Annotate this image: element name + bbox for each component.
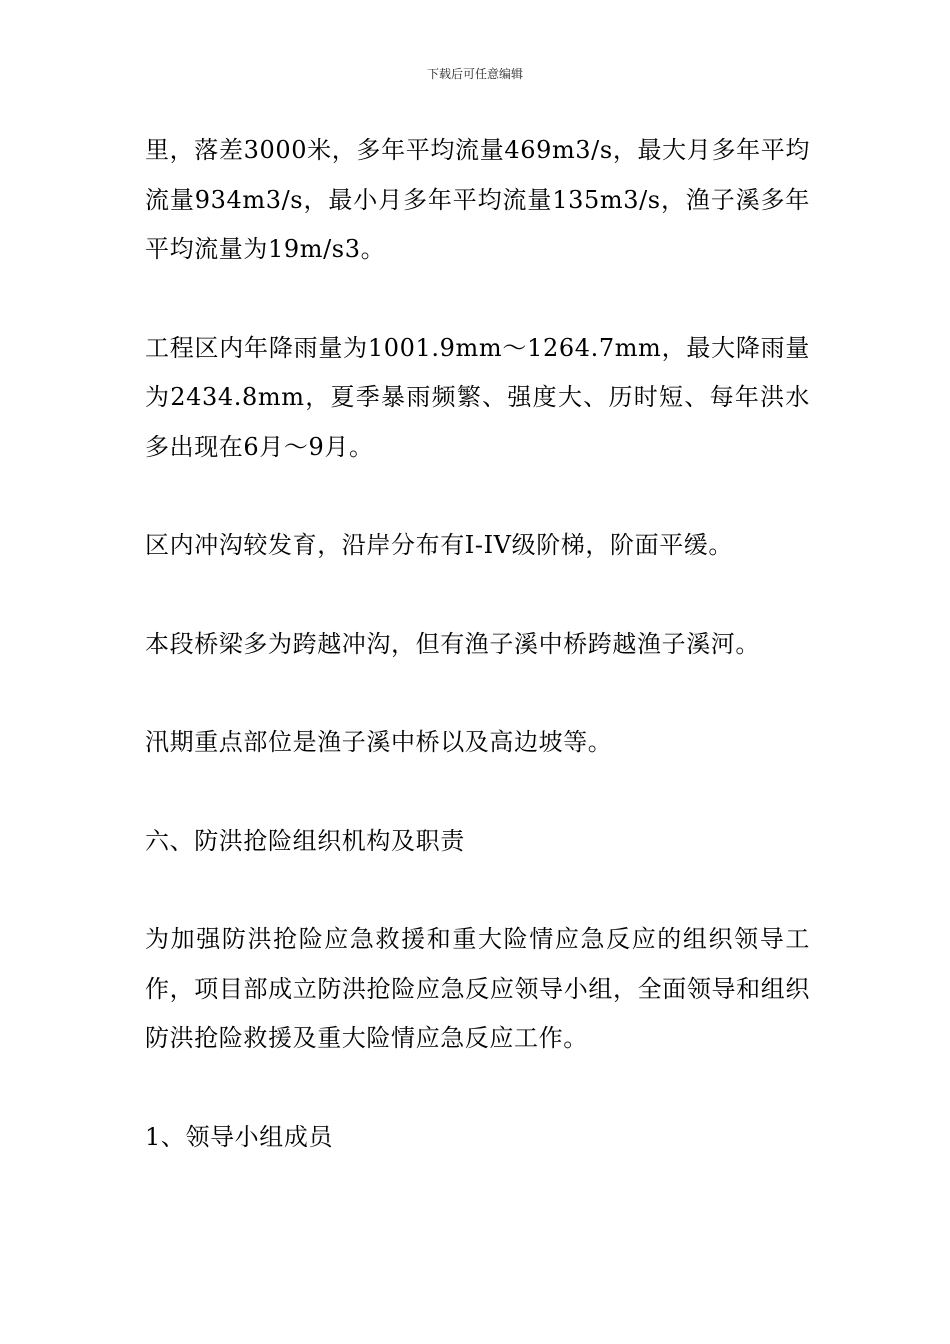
document-body (145, 126, 810, 1211)
paragraph-key-sites: 汛期重点部位是渔子溪中桥以及高边坡等。 (145, 728, 613, 756)
paragraph-leadership-group: 为加强防洪抢险应急救援和重大险情应急反应的组织领导工作，项目部成立防洪抢险应急反应领导小组，全面领导和组织防洪抢险救援及重大险情应急反应工作。 (145, 925, 810, 1052)
paragraph-hydrology: 里，落差3000米，多年平均流量469m3/s，最大月多年平均流量934m3/s，最小月多年平均流量135m3/s，渔子溪多年平均流量为19m/s3。 (145, 136, 810, 263)
page-header: 下载后可任意编辑 (426, 67, 523, 81)
section-heading-organization: 六、防洪抢险组织机构及职责 (145, 826, 465, 855)
paragraph-bridges: 本段桥梁多为跨越冲沟，但有渔子溪中桥跨越渔子溪河。 (145, 629, 760, 658)
paragraph-terrain: 区内冲沟较发育，沿岸分布有I-IV级阶梯，阶面平缓。 (145, 531, 734, 559)
subheading-group-members: 1、领导小组成员 (145, 1122, 334, 1151)
paragraph-rainfall: 工程区内年降雨量为1001.9mm～1264.7mm，最大降雨量为2434.8mm，夏季暴雨频繁、强度大、历时短、每年洪水多出现在6月～9月。 (145, 333, 810, 461)
